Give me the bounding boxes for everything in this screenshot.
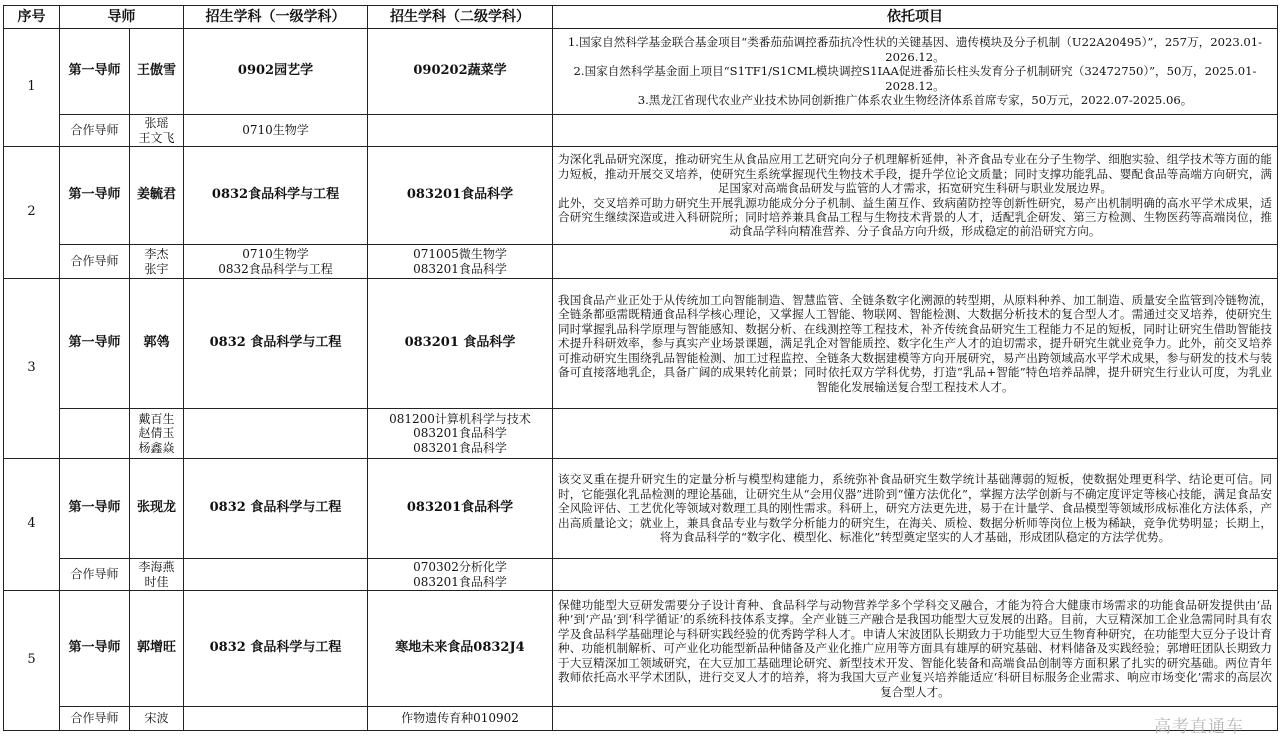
project-line: 3.黑龙江省现代农业产业技术协同创新推广体系农业生物经济体系首席专家，50万元，2022.07-2025.06。 [637, 93, 1193, 108]
project-description [553, 29, 1278, 115]
table-row [4, 459, 1278, 559]
table-row [4, 147, 1278, 245]
co-tutor-name: 杨鑫焱 [138, 440, 175, 455]
table-row [4, 591, 1278, 707]
project-line: 1.国家自然科学基金联合基金项目“类番茄茄调控番茄抗冷性状的关键基因、遗传模块及分子机制（U22A20495）”，257万，2023.01-2026.12。 [567, 35, 1263, 64]
table-row [4, 279, 1278, 409]
co-subject-level1 [184, 245, 368, 279]
co-subject-level1 [184, 707, 368, 731]
table-row [4, 29, 1278, 115]
co-project-empty [553, 245, 1278, 279]
main-subject-level1: 0832 食品科学与工程 [184, 591, 368, 707]
main-tutor-role: 第一导师 [60, 279, 130, 409]
table-row [4, 115, 1278, 147]
project-paragraph: 此外，交叉培养可助力研究生开展乳源功能成分分子机制、益生菌互作、致病菌防控等创新性研究，易产出机制明确的高水平学术成果，适合研究生继续深造或进入科研院所；同时培养兼具食品工程与生物技术背景的人才，适配乳企研发、第三方检测、生物医药等高端岗位，推动食品学科向精准营养、分子食品方向升级，形成稳定的前沿研究方向。 [558, 195, 1272, 239]
main-subject-level2: 寒地未来食品0832J4 [368, 591, 553, 707]
co-tutor-names [130, 707, 184, 731]
co-subject-item: 0710生物学 [242, 247, 309, 261]
co-subject-level1 [184, 409, 368, 459]
main-tutor-role: 第一导师 [60, 147, 130, 245]
project-line: 2.国家自然科学基金面上项目“S1TF1/S1CML模块调控S1IAA促进番茄长柱头发育分子机制研究（32472750）”，50万，2025.01-2028.12。 [573, 64, 1257, 93]
co-subject-level2 [368, 707, 553, 731]
co-subject-item: 0832食品科学与工程 [218, 261, 333, 276]
header-project: 依托项目 [553, 6, 1278, 29]
main-tutor-role: 第一导师 [60, 29, 130, 115]
row-number: 5 [4, 591, 60, 731]
main-tutor-name: 姜毓君 [130, 147, 184, 245]
co-tutor-role: 合作导师 [60, 245, 130, 279]
main-subject-level1: 0832 食品科学与工程 [184, 279, 368, 409]
co-tutor-name: 赵倩玉 [138, 426, 175, 441]
table-row [4, 707, 1278, 731]
table-row [4, 409, 1278, 459]
co-tutor-name: 张瑶 [144, 116, 169, 130]
project-paragraph: 为深化乳品研究深度，推动研究生从食品应用工艺研究向分子机理解析延伸，补齐食品专业在分子生物学、细胞实验、组学技术等方面的能力短板，推动开展交叉培养，使研究生系统掌握现代生物技术手段，提升学位论文质量；同时支撑功能乳品、婴配食品等高端方向研究，满足国家对高端食品研发与监管的人才需求，拓宽研究生科研与职业发展边界。 [558, 152, 1272, 196]
table-row [4, 559, 1278, 591]
co-tutor-names [130, 245, 184, 279]
main-tutor-name: 郭增旺 [130, 591, 184, 707]
project-description [553, 459, 1278, 559]
co-subject-level1 [184, 559, 368, 591]
main-subject-level2: 090202蔬菜学 [368, 29, 553, 115]
watermark: 高考直通车 [1154, 717, 1244, 737]
co-subject-item: 083201食品科学 [413, 426, 507, 441]
co-tutor-name: 时佳 [144, 574, 169, 589]
main-tutor-name: 郭鸰 [130, 279, 184, 409]
enrollment-table [3, 5, 1278, 731]
co-subject-level1 [184, 115, 368, 147]
main-subject-level2: 083201食品科学 [368, 147, 553, 245]
project-description [553, 591, 1278, 707]
main-tutor-name: 张现龙 [130, 459, 184, 559]
co-subject-item: 0710生物学 [242, 123, 309, 138]
co-subject-item: 083201食品科学 [413, 574, 507, 589]
main-tutor-role: 第一导师 [60, 459, 130, 559]
co-tutor-role: 合作导师 [60, 707, 130, 731]
row-number: 3 [4, 279, 60, 459]
main-subject-level1: 0832食品科学与工程 [184, 147, 368, 245]
header-tutor: 导师 [60, 6, 184, 29]
row-number: 4 [4, 459, 60, 591]
main-subject-level1: 0902园艺学 [184, 29, 368, 115]
project-paragraph: 该交叉重在提升研究生的定量分析与模型构建能力，系统弥补食品研究生数学统计基础薄弱的短板，使数据处理更科学、结论更可信。同时，它能强化乳品检测的理论基础，让研究生从“会用仪器”进阶到“懂方法优化”，掌握方法学创新与不确定度评定等核心技能，满足食品安全风险评估、工艺优化等领域对数理工具的刚性需求。科研上，研究方法更先进，易于在计量学、食品模型等领域形成标准化方法体系，产出高质量论文；就业上，兼具食品专业与数学分析能力的研究生，在海关、质检、数据分析师等岗位上极为稀缺，竞争优势明显；长期上，将为食品科学的“数字化、模型化、标准化”转型奠定坚实的人才基础，形成团队稳定的方法学优势。 [558, 472, 1272, 545]
co-tutor-names [130, 115, 184, 147]
header-subject-level1: 招生学科（一级学科） [184, 6, 368, 29]
co-tutor-name: 李杰 [144, 247, 169, 261]
co-subject-level2 [368, 559, 553, 591]
row-number: 2 [4, 147, 60, 279]
co-tutor-role [60, 409, 130, 459]
co-subject-item: 070302分析化学 [413, 560, 507, 574]
co-tutor-name: 王文飞 [138, 130, 175, 145]
main-tutor-name: 王傲雪 [130, 29, 184, 115]
co-tutor-name: 戴百生 [138, 411, 175, 426]
co-subject-level2 [368, 409, 553, 459]
header-subject-level2: 招生学科（二级学科） [368, 6, 553, 29]
co-project-empty [553, 409, 1278, 459]
co-subject-level2 [368, 245, 553, 279]
row-number: 1 [4, 29, 60, 147]
co-tutor-role: 合作导师 [60, 559, 130, 591]
co-tutor-names [130, 409, 184, 459]
co-subject-item: 083201食品科学 [413, 440, 507, 455]
co-subject-level2 [368, 115, 553, 147]
project-description [553, 147, 1278, 245]
main-subject-level2: 083201食品科学 [368, 459, 553, 559]
project-paragraph: 保健功能型大豆研发需要分子设计育种、食品科学与动物营养学多个学科交叉融合，才能为符合大健康市场需求的功能食品研发提供由‘品种’到‘产品’到‘科学循证’的系统科技体系支撑。全产业链三产融合是我国功能型大豆发展的出路。目前，大豆精深加工企业急需同时具有农学及食品科学基础理论与科研实践经验的优秀跨学科人才。申请人宋波团队长期致力于功能型大豆生物育种研究，在功能型大豆分子设计育种、功能机制解析、可产业化功能型新品种储备及产业化推广应用等方面具有雄厚的研究基础、材料储备及实践经验；郭增旺团队长期致力于大豆精深加工领域研究，在大豆加工基础理论研究、新型技术开发、智能化装备和高端食品创制等方面积累了扎实的研究基础。两位青年教师依托高水平学术团队，进行交叉人才的培养，将为我国大豆产业复兴培养能适应‘科研目标服务企业需求、响应市场变化’需求的高层次复合型人才。 [558, 598, 1272, 699]
co-subject-item: 083201食品科学 [413, 261, 507, 276]
co-tutor-names [130, 559, 184, 591]
project-description [553, 279, 1278, 409]
header-row [4, 6, 1278, 29]
main-tutor-role: 第一导师 [60, 591, 130, 707]
co-tutor-role: 合作导师 [60, 115, 130, 147]
co-subject-item: 作物遗传育种010902 [401, 711, 519, 726]
co-project-empty [553, 559, 1278, 591]
header-no: 序号 [4, 6, 60, 29]
table-row [4, 245, 1278, 279]
main-subject-level1: 0832 食品科学与工程 [184, 459, 368, 559]
co-tutor-name: 宋波 [144, 711, 169, 726]
main-subject-level2: 083201 食品科学 [368, 279, 553, 409]
co-subject-item: 081200计算机科学与技术 [389, 411, 531, 426]
co-tutor-name: 李海燕 [138, 560, 175, 574]
project-paragraph: 我国食品产业正处于从传统加工向智能制造、智慧监管、全链条数字化溯源的转型期，从原料种养、加工制造、质量安全监管到冷链物流，全链条都亟需既精通食品科学核心理论，又掌握人工智能、物联网、智能检测、大数据分析技术的复合型人才。需通过交叉培养，使研究生同时掌握乳品科学原理与智能感知、数据分析、在线测控等工程技术，补齐传统食品研究生工程能力不足的短板，同时让研究生借助智能技术提升科研效率，参与真实产业场景课题，满足乳企对智能质控、数字化生产人才的迫切需求，提升研究生就业竞争力。此外，前交叉培养可推动研究生围绕乳品智能检测、加工过程监控、全链条大数据建模等方向开展研究，易产出跨领域高水平学术成果，参与研发的技术与装备可直接落地乳企，具备广阔的成果转化前景；同时依托双方学科优势，打造“乳品+智能”特色培养品牌，提升研究生行业认可度，为乳业智能化发展输送复合型工程技术人才。 [558, 293, 1272, 394]
co-tutor-name: 张宇 [144, 261, 169, 276]
co-project-empty [553, 115, 1278, 147]
co-subject-item: 071005微生物学 [413, 247, 507, 261]
